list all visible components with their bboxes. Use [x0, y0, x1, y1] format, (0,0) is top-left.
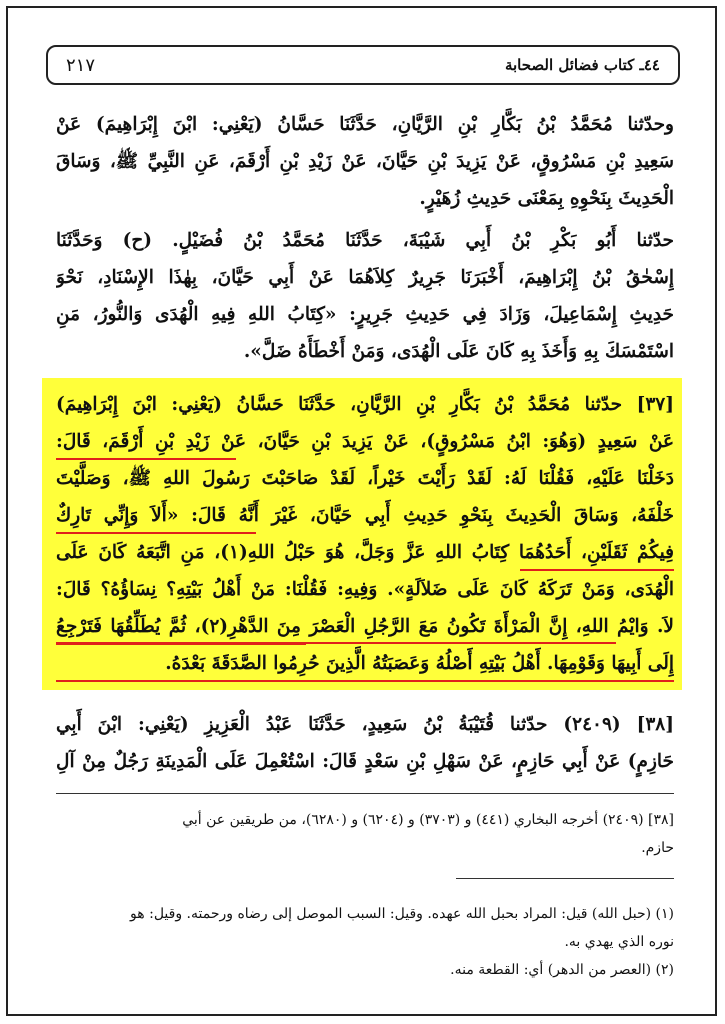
underline-mark: [56, 642, 616, 644]
page-header: [46, 45, 680, 85]
hadith-paragraph-38: [56, 706, 674, 780]
text-line: دَخَلْنَا عَلَيْهِ، فَقُلْنَا لَهُ: لَقَدْ رَأَيْتَ خَيْراً، لَقَدْ صَاحَبْتَ رَسُولَ اللهِ ﷺ، وَصَلَّيْتَ: [56, 468, 674, 489]
text-line: الْحَدِيثَ بِنَحْوِهِ بِمَعْنَى حَدِيثِ زُهَيْرٍ.: [419, 188, 674, 209]
hadith-paragraph-1: [56, 106, 674, 217]
underline-mark: [56, 680, 674, 682]
text-line: إِلَى أَبِيهَا وَقَوْمِهَا. أَهْلُ بَيْتِهِ أَصْلُهُ وَعَصَبَتُهُ الَّذِينَ حُرِمُوا الصَّدَقَةَ بَعْدَهُ.: [165, 653, 674, 674]
footnote-line: (٢) (العصر من الدهر) أي: القطعة منه.: [450, 962, 674, 978]
text-line: حَدِيثِ إِسْمَاعِيلَ، وَزَادَ فِي حَدِيثِ جَرِيرٍ: «كِتَابُ اللهِ فِيهِ الْهُدَى وَالنُّورُ، مَنِ: [56, 304, 674, 325]
footnotes: [56, 900, 674, 984]
text-line: [٣٧] حدّثنا مُحَمَّدُ بْنُ بَكَّارِ بْنِ الرَّيَّانِ، حَدَّثَنَا حَسَّانُ (يَعْنِي: ابْنَ إِبْرَاهِيمَ): [56, 394, 674, 415]
page-number: ٢١٧: [66, 54, 96, 76]
hadith-paragraph-37: [56, 386, 674, 682]
text-line: سَعِيدِ بْنِ مَسْرُوقٍ، عَنْ يَزِيدَ بْنِ حَيَّانَ، عَنْ زَيْدِ بْنِ أَرْقَمَ، عَنِ النَّبِيِّ ﷺ، وَسَاقَ: [56, 151, 674, 172]
text-line: [٣٨] (٢٤٠٩) أخرجه البخاري (٤٤١) و (٣٧٠٣) و (٦٢٠٤) و (٦٢٨٠)، من طريقين عن أبي: [182, 812, 674, 828]
footnote-line: نوره الذي يهدي به.: [564, 934, 674, 950]
text-line: الْهُدَى، وَمَنْ تَرَكَهُ كَانَ عَلَى ضَلاَلَةٍ». وَفِيهِ: فَقُلْنَا: مَنْ أَهْلُ بَيْتِهِ؟ نِسَاؤُهُ؟ قَالَ:: [56, 579, 674, 600]
underline-mark: [56, 532, 256, 534]
underline-mark: [520, 569, 674, 571]
takhrij-note: [56, 806, 674, 862]
text-line: عَنْ سَعِيدٍ (وَهُوَ: ابْنُ مَسْرُوقٍ)، عَنْ يَزِيدَ بْنِ حَيَّانَ، عَنْ زَيْدِ بْنِ أَرْقَمَ، قَالَ:: [56, 431, 674, 452]
chapter-title: ٤٤ـ كتاب فضائل الصحابة: [504, 56, 660, 74]
text-line: اسْتَمْسَكَ بِهِ وَأَخَذَ بِهِ كَانَ عَلَى الْهُدَى، وَمَنْ أَخْطَأَهُ ضَلَّ».: [243, 341, 674, 362]
text-line: لاَ. وَايْمُ اللهِ، إِنَّ الْمَرْأَةَ تَكُونُ مَعَ الرَّجُلِ الْعَصْرَ مِنَ الدَّهْرِ(٢)، ثُمَّ يُطَلِّقُهَا فَتَرْجِعُ: [56, 616, 674, 637]
text-line: فِيكُمْ ثَقَلَيْنِ، أَحَدُهُمَا كِتَابُ اللهِ عَزَّ وَجَلَّ، هُوَ حَبْلُ اللهِ(١)، مَنِ اتَّبَعَهُ كَانَ عَلَى: [56, 542, 674, 563]
underline-mark: [56, 458, 236, 460]
text-line: حدّثنا أَبُو بَكْرِ بْنُ أَبِي شَيْبَةَ، حَدَّثَنَا مُحَمَّدُ بْنُ فُضَيْلٍ. (ح) وَحَدَّثَنَا: [56, 230, 674, 251]
hadith-paragraph-2: [56, 222, 674, 370]
text-line: حازم.: [641, 840, 674, 856]
footnote-separator: [456, 878, 674, 879]
footnote-separator: [56, 793, 674, 794]
text-line: وحدّثنا مُحَمَّدُ بْنُ بَكَّارِ بْنِ الرَّيَّانِ، حَدَّثَنَا حَسَّانُ (يَعْنِي: ابْنَ إِبْرَاهِيمَ) عَنْ: [56, 114, 674, 135]
text-line: خَلْفَهُ، وَسَاقَ الْحَدِيثَ بِنَحْوِ حَدِيثِ أَبِي حَيَّانَ، غَيْرَ أَنَّهُ قَالَ: «أَلاَ وَإِنِّي تَارِكٌ: [56, 505, 674, 526]
text-line: حَازِمٍ) عَنْ أَبِي حَازِمٍ، عَنْ سَهْلِ بْنِ سَعْدٍ قَالَ: اسْتُعْمِلَ عَلَى الْمَدِينَةِ رَجُلٌ مِنْ آلِ: [56, 751, 674, 772]
text-line: [٣٨] (٢٤٠٩) حدّثنا قُتَيْبَةُ بْنُ سَعِيدٍ، حَدَّثَنَا عَبْدُ الْعَزِيزِ (يَعْنِي: ابْنَ أَبِي: [56, 714, 674, 735]
footnote-line: (١) (حبل الله) قيل: المراد بحبل الله عهده. وقيل: السبب الموصل إلى رضاه ورحمته. وقيل: هو: [130, 906, 674, 922]
text-line: إِسْحٰقُ بْنُ إِبْرَاهِيمَ، أَخْبَرَنَا جَرِيرٌ كِلاَهُمَا عَنْ أَبِي حَيَّانَ، بِهٰذَا الإِسْنَادِ، نَحْوَ: [56, 267, 674, 288]
